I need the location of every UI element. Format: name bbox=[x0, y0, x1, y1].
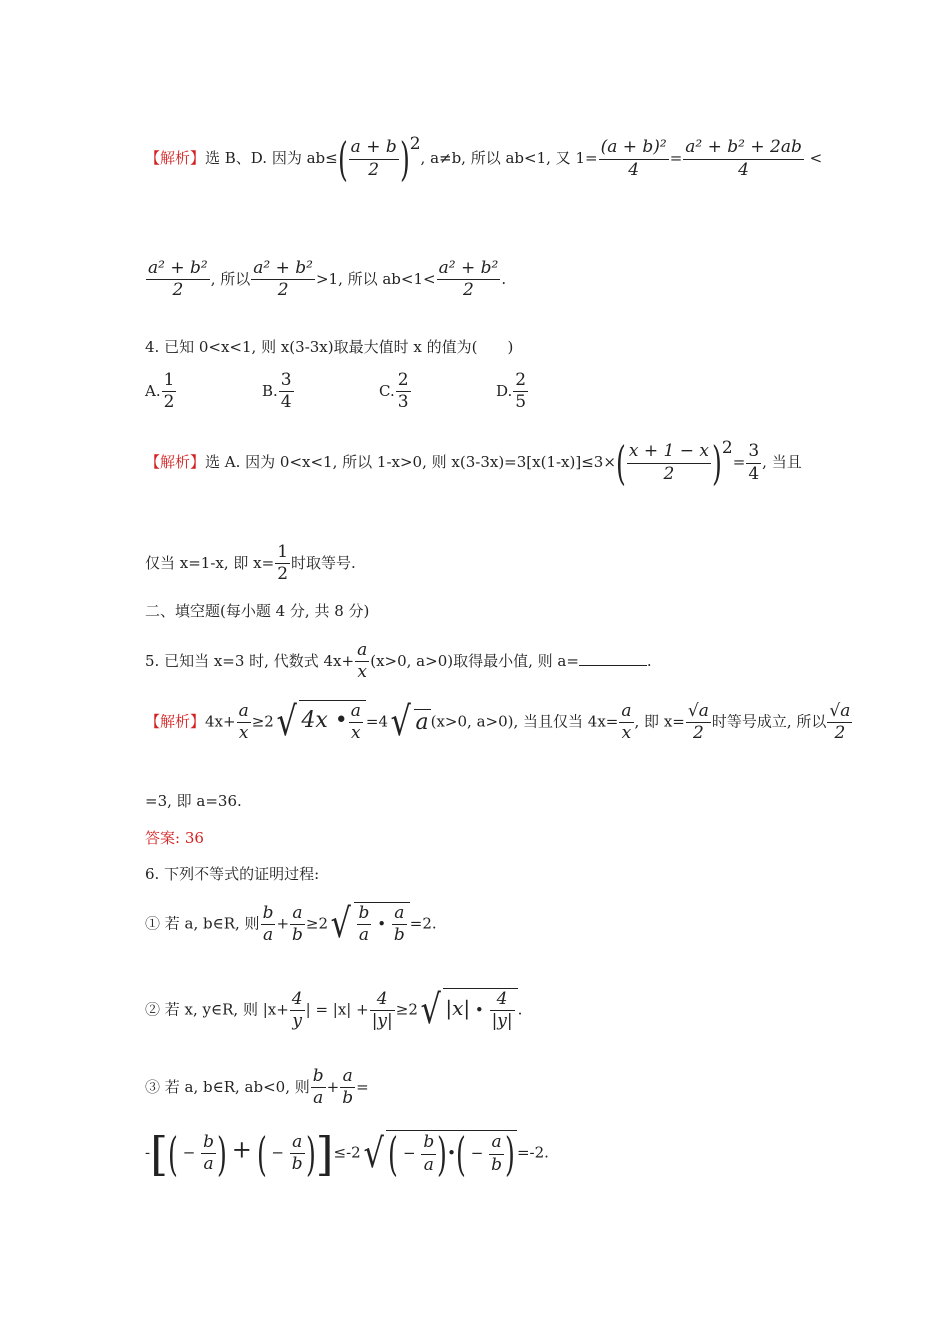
solution-3-line-1: 【解析】选 B、D. 因为 ab≤( $\frac{a + b}{2}$ )$^2$, a≠b, 所以 ab<1, 又 1= $\frac{\text{(a + b)²}}{4}$ = $\frac{\text{a² + b² + 2ab}}{4}$ < bbox=[145, 132, 823, 186]
option-a: A. $\frac{1}{2}$ bbox=[145, 370, 175, 413]
fraction: $\frac{3}{4}$ bbox=[280, 370, 292, 413]
question-4: 4. 已知 0<x<1, 则 x(3-3x)取最大值时 x 的值为( ) bbox=[145, 338, 514, 356]
section-heading: 二、填空题(每小题 4 分, 共 8 分) bbox=[145, 602, 370, 620]
fraction: $\frac{1}{2}$ bbox=[163, 370, 175, 413]
solution-5-line-1: 【解析】4x+ $\frac{a}{x}$ ≥2√ 4x • $\frac{a}{x}$ =4√ a (x>0, a>0), 当且仅当 4x= $\frac{a}{x}$ , 即 x= $\frac{√a}{2}$ 时等号成立, 所以 $\frac{√a}{2}$ bbox=[145, 699, 851, 746]
fraction: $\frac{√a}{2}$ bbox=[687, 700, 709, 743]
solution-4-line-1: 【解析】选 A. 因为 0<x<1, 所以 1-x>0, 则 x(3-3x)=3[x(1-x)]≤3×( $\frac{x + 1 - x}{2}$ )$^2$= $\frac{3}{4}$ , 当且 bbox=[145, 436, 802, 490]
fraction: $\frac{\text{a² + b²}}{2}$ bbox=[148, 258, 208, 301]
q6-item-3-derivation: -[( − $\frac{b}{a}$ ) + ( − $\frac{a}{b}$ )]≤-2√( − $\frac{b}{a}$ )•( − $\frac{a}{b}$ ) =-2. bbox=[145, 1126, 549, 1181]
analysis-tag: 【解析】 bbox=[145, 712, 206, 731]
question-6: 6. 下列不等式的证明过程: bbox=[145, 865, 320, 883]
fraction: $\frac{√a}{2}$ bbox=[829, 700, 851, 743]
q6-item-1: ① 若 a, b∈R, 则 $\frac{b}{a}$ + $\frac{a}{b}$ ≥2√ $\frac{b}{a}$ • $\frac{a}{b}$ =2. bbox=[145, 901, 437, 948]
fraction: $\frac{\text{a² + b²}}{2}$ bbox=[438, 258, 499, 301]
option-d: D. $\frac{2}{5}$ bbox=[496, 370, 527, 413]
solution-5-line-2: =3, 即 a=36. bbox=[145, 792, 242, 810]
solution-4-line-2: 仅当 x=1-x, 即 x= $\frac{1}{2}$ 时取等号. bbox=[145, 542, 356, 585]
analysis-tag: 【解析】 bbox=[145, 149, 206, 167]
answer-blank bbox=[579, 665, 647, 666]
fraction: $\frac{a}{b}$ bbox=[292, 902, 303, 945]
fraction: $\frac{4}{y}$ bbox=[291, 988, 303, 1031]
square-root: √( − $\frac{b}{a}$ )•( − $\frac{a}{b}$ ) bbox=[361, 1130, 517, 1177]
fraction: $\frac{b}{a}$ bbox=[262, 902, 274, 945]
option-b: B. $\frac{3}{4}$ bbox=[262, 370, 292, 413]
question-5: 5. 已知当 x=3 时, 代数式 4x+ $\frac{a}{x}$ (x>0, a>0)取得最小值, 则 a= . bbox=[145, 640, 652, 683]
analysis-tag: 【解析】 bbox=[145, 453, 206, 471]
square-root: √ 4x • $\frac{a}{x}$ bbox=[274, 700, 366, 745]
fraction: $\frac{\text{(a + b)²}}{4}$ bbox=[600, 137, 667, 180]
square-root: √ a bbox=[390, 699, 429, 746]
fraction: $\frac{a}{b}$ bbox=[342, 1066, 354, 1109]
fraction: $\frac{a + b}{2}$ bbox=[350, 137, 397, 180]
answer-text: 答案: 36 bbox=[145, 829, 204, 847]
square-root: √ $\frac{b}{a}$ • $\frac{a}{b}$ bbox=[328, 902, 410, 947]
fraction: $\frac{\text{a² + b² + 2ab}}{4}$ bbox=[685, 137, 802, 180]
fraction: $\frac{x + 1 - x}{2}$ bbox=[628, 441, 709, 484]
solution-3-line-2: $\frac{\text{a² + b²}}{2}$ , 所以 $\frac{\text{a² + b²}}{2}$ >1, 所以 ab<1< $\frac{\text{a² + b²}}{2}$ . bbox=[148, 258, 507, 301]
fraction: $\frac{a}{x}$ bbox=[357, 640, 368, 683]
fraction: $\frac{2}{3}$ bbox=[397, 370, 409, 413]
question-4-options bbox=[145, 370, 745, 414]
square-root: √ |x| • $\frac{4}{|y|}$ bbox=[418, 988, 518, 1033]
fraction: $\frac{3}{4}$ bbox=[748, 441, 760, 484]
fraction: $\frac{1}{2}$ bbox=[277, 542, 289, 585]
fraction: $\frac{a}{x}$ bbox=[238, 700, 249, 743]
fraction: $\frac{b}{a}$ bbox=[203, 1131, 215, 1174]
q6-item-3: ③ 若 a, b∈R, ab<0, 则 $\frac{b}{a}$ + $\frac{a}{b}$ = bbox=[145, 1066, 369, 1109]
option-c: C. $\frac{2}{3}$ bbox=[379, 370, 409, 413]
fraction: $\frac{b}{a}$ bbox=[312, 1066, 324, 1109]
q6-item-2: ② 若 x, y∈R, 则 |x+ $\frac{4}{y}$ | = |x| + $\frac{4}{|y|}$ ≥2√ |x| • $\frac{4}{|y|}$ . bbox=[145, 987, 523, 1034]
fraction: $\frac{2}{5}$ bbox=[515, 370, 527, 413]
fraction: $\frac{4}{|y|}$ bbox=[371, 988, 393, 1031]
fraction: $\frac{a}{x}$ bbox=[621, 700, 632, 743]
fraction: $\frac{a}{b}$ bbox=[291, 1131, 303, 1174]
fraction: $\frac{\text{a² + b²}}{2}$ bbox=[253, 258, 313, 301]
